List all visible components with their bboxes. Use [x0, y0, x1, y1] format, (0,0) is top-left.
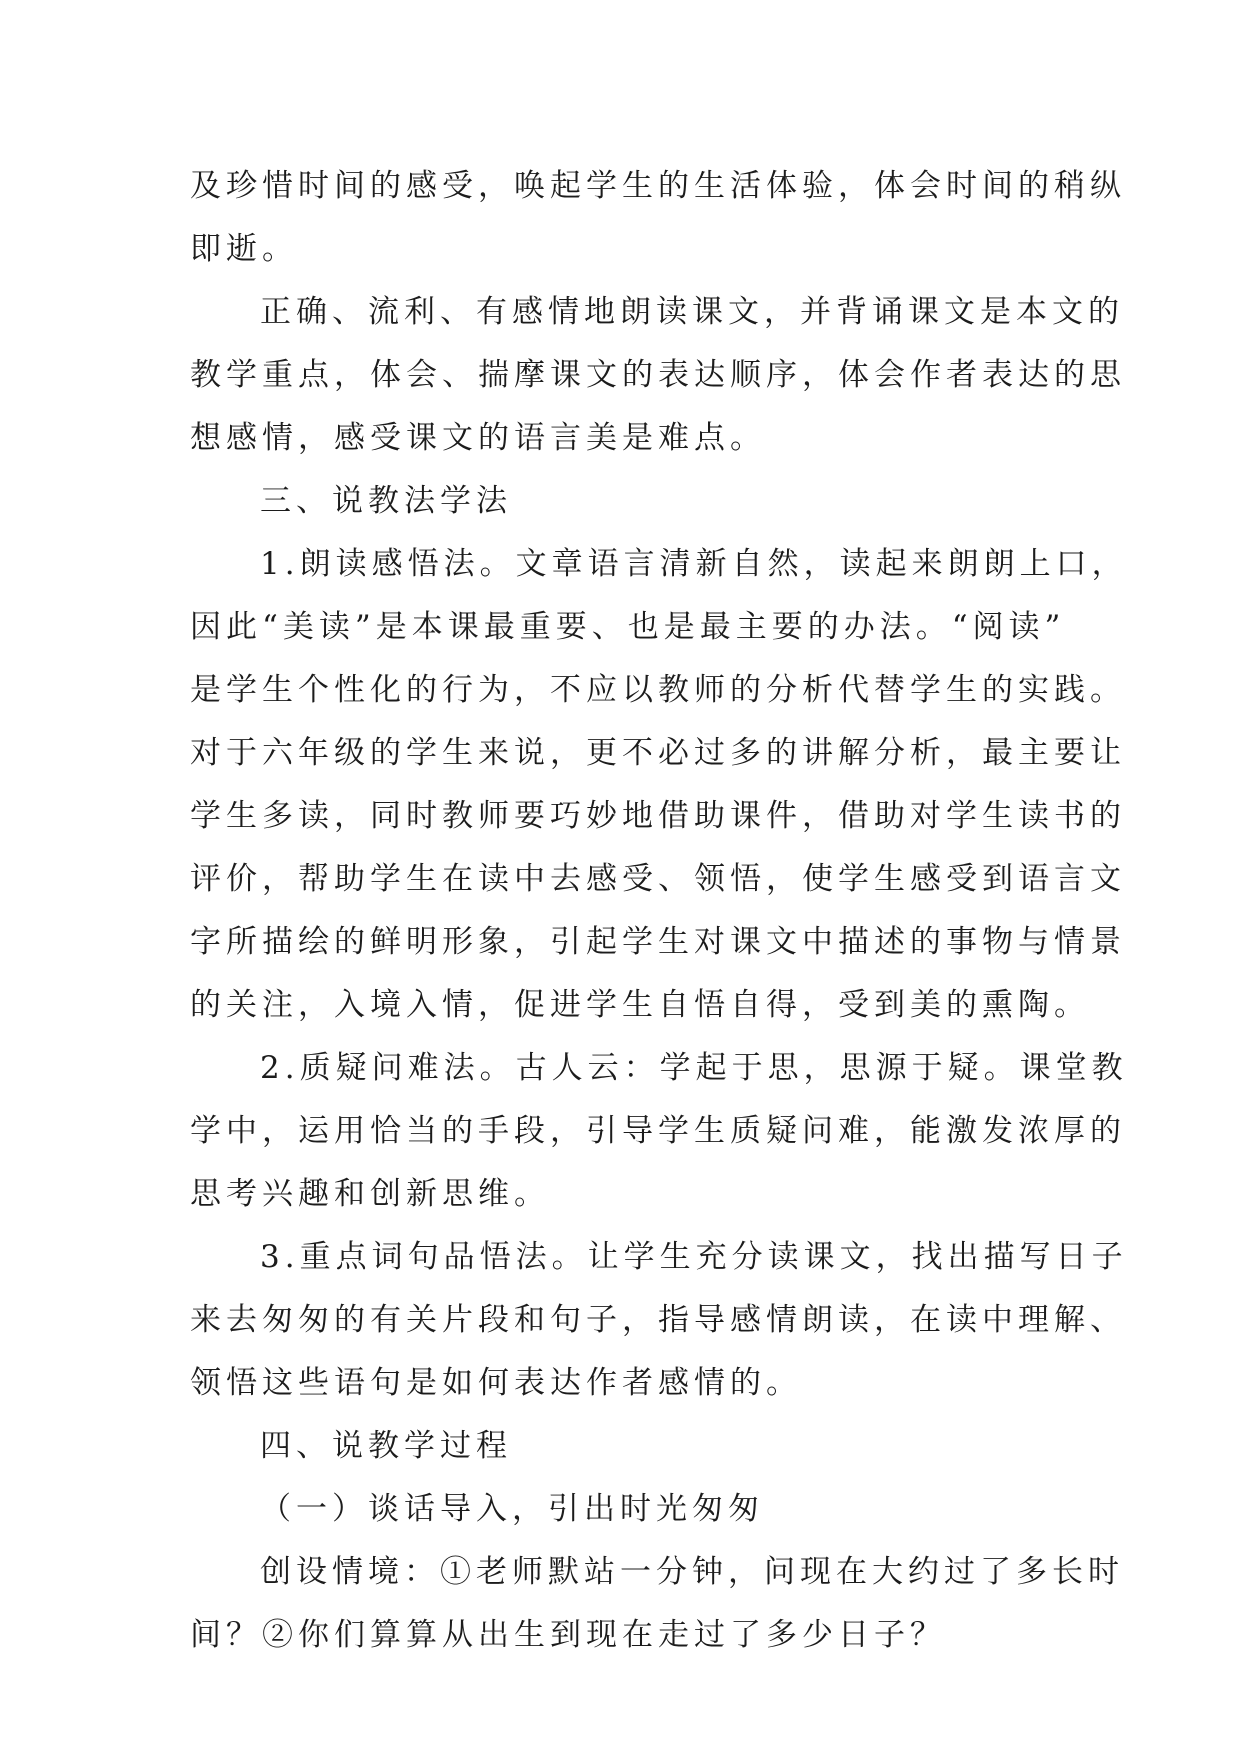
paragraph-line: 字所描绘的鲜明形象，引起学生对课文中描述的事物与情景 [190, 924, 1126, 960]
paragraph-line: 学生多读，同时教师要巧妙地借助课件，借助对学生读书的 [190, 798, 1126, 834]
paragraph-line: 1.朗读感悟法。文章语言清新自然，读起来朗朗上口， [260, 546, 1128, 582]
paragraph-line: 想感情，感受课文的语言美是难点。 [190, 420, 766, 456]
paragraph-line: 是学生个性化的行为，不应以教师的分析代替学生的实践。 [190, 672, 1126, 708]
paragraph-line: 即逝。 [190, 231, 298, 267]
paragraph-line: 领悟这些语句是如何表达作者感情的。 [190, 1365, 802, 1401]
paragraph-line: 间？②你们算算从出生到现在走过了多少日子？ [190, 1617, 946, 1653]
paragraph-line: 对于六年级的学生来说，更不必过多的讲解分析，最主要让 [190, 735, 1126, 771]
paragraph-line: 因此“美读”是本课最重要、也是最主要的办法。“阅读” [190, 609, 1066, 645]
paragraph-line: 教学重点，体会、揣摩课文的表达顺序，体会作者表达的思 [190, 357, 1126, 393]
document-body [190, 155, 1128, 1667]
paragraph-line: 正确、流利、有感情地朗读课文，并背诵课文是本文的 [260, 294, 1124, 330]
paragraph-line: 来去匆匆的有关片段和句子，指导感情朗读，在读中理解、 [190, 1302, 1126, 1338]
paragraph-line: 3.重点词句品悟法。让学生充分读课文，找出描写日子 [260, 1239, 1128, 1275]
paragraph-line: 创设情境：①老师默站一分钟，问现在大约过了多长时 [260, 1554, 1124, 1590]
paragraph-line: 的关注，入境入情，促进学生自悟自得，受到美的熏陶。 [190, 987, 1090, 1023]
paragraph-line: 评价，帮助学生在读中去感受、领悟，使学生感受到语言文 [190, 861, 1126, 897]
paragraph-line: 2.质疑问难法。古人云：学起于思，思源于疑。课堂教 [260, 1050, 1128, 1086]
subsection-heading: （一）谈话导入，引出时光匆匆 [260, 1491, 764, 1527]
paragraph-line: 思考兴趣和创新思维。 [190, 1176, 550, 1212]
section-heading: 三、说教法学法 [260, 483, 512, 519]
paragraph-line: 学中，运用恰当的手段，引导学生质疑问难，能激发浓厚的 [190, 1113, 1126, 1149]
section-heading: 四、说教学过程 [260, 1428, 512, 1464]
paragraph-line: 及珍惜时间的感受，唤起学生的生活体验，体会时间的稍纵 [190, 168, 1126, 204]
